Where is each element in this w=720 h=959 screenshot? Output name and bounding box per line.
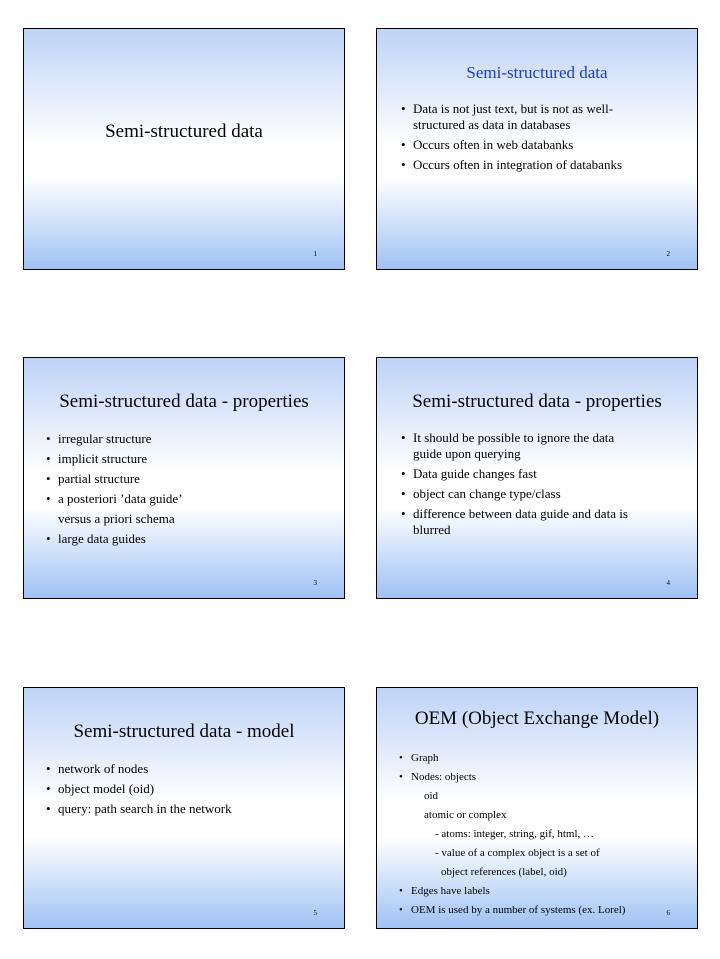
page-number: 5 <box>313 909 317 917</box>
list-item: • network of nodes <box>46 761 336 777</box>
list-item: • Nodes: objects <box>399 770 694 784</box>
slide-4 <box>376 357 698 599</box>
list-item: • Occurs often in web databanks <box>401 137 691 153</box>
list-item: • implicit structure <box>46 451 336 467</box>
slide-5 <box>23 687 345 929</box>
slide-6 <box>376 687 698 929</box>
list-item: - value of a complex object is a set of <box>435 847 600 859</box>
list-item: • Data is not just text, but is not as well- structured as data in databases <box>401 101 691 133</box>
list-item: • Edges have labels <box>399 884 694 898</box>
slide-2 <box>376 28 698 270</box>
page-number: 2 <box>666 250 670 258</box>
list-item: - atoms: integer, string, gif, html, … <box>435 828 595 840</box>
slide-title: Semi-structured data <box>466 63 608 82</box>
slide-3 <box>23 357 345 599</box>
list-item: • It should be possible to ignore the data guide upon querying <box>401 430 691 462</box>
page-number: 1 <box>313 250 317 258</box>
list-item: • difference between data guide and data is blurred <box>401 506 691 538</box>
list-item: • object model (oid) <box>46 781 336 797</box>
slide-title: OEM (Object Exchange Model) <box>414 708 660 729</box>
list-item: • Graph <box>399 751 694 765</box>
slide-1 <box>23 28 345 270</box>
list-item: object references (label, oid) <box>441 866 567 878</box>
list-item: • partial structure <box>46 471 336 487</box>
list-item: • a posteriori ’data guide’ <box>46 491 336 507</box>
bullet-list <box>399 751 694 917</box>
slide-title: Semi-structured data - properties <box>412 391 662 412</box>
list-item: atomic or complex <box>424 809 507 821</box>
list-item: • object can change type/class <box>401 486 691 502</box>
bullet-list <box>46 761 336 817</box>
list-item: • query: path search in the network <box>46 801 336 817</box>
list-item: versus a priori schema <box>58 511 175 526</box>
slide-title: Semi-structured data <box>105 121 263 142</box>
list-item: • Occurs often in integration of databanks <box>401 157 691 173</box>
list-item: • OEM is used by a number of systems (ex. Lorel) <box>399 903 694 917</box>
slide-title: Semi-structured data - properties <box>59 391 309 412</box>
bullet-list <box>401 101 691 173</box>
list-item: oid <box>424 790 439 802</box>
list-item: • irregular structure <box>46 431 336 447</box>
page-number: 4 <box>666 579 670 587</box>
page-number: 6 <box>666 909 670 917</box>
list-item: • Data guide changes fast <box>401 466 691 482</box>
bullet-list <box>401 430 691 538</box>
list-item: • large data guides <box>46 531 336 547</box>
page-number: 3 <box>313 579 317 587</box>
slide-title: Semi-structured data - model <box>73 721 295 742</box>
bullet-list <box>46 431 336 547</box>
